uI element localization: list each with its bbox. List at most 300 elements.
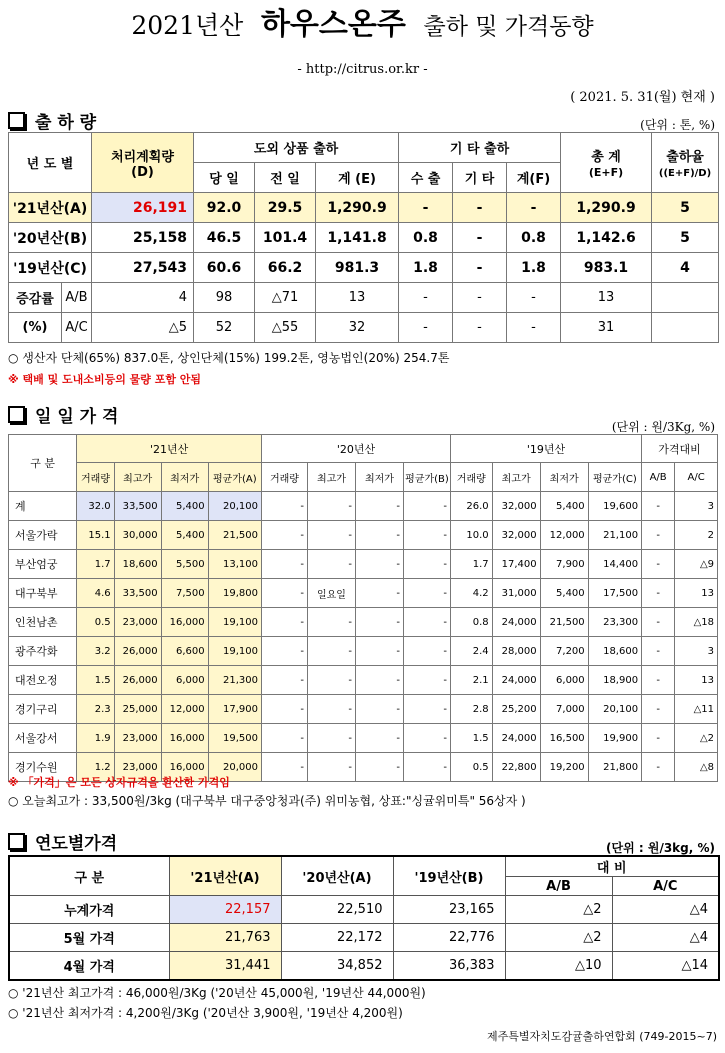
cell-y20-avg: - xyxy=(403,724,450,753)
hdr-ab: A/B xyxy=(505,877,612,896)
cell-plan: △5 xyxy=(92,313,194,343)
cell-y19-max: 32,000 xyxy=(492,521,540,550)
as-of-date: ( 2021. 5. 31(월) 현재 ) xyxy=(570,90,715,105)
cell-y20-min: - xyxy=(355,521,403,550)
row-label: '19년산(C) xyxy=(9,253,92,283)
sub-max: 최고가 xyxy=(492,463,540,492)
producer-note: ○ 생산자 단체(65%) 837.0톤, 상인단체(15%) 199.2톤, 영농법인(20%) 254.7톤 xyxy=(8,351,450,365)
cell-y21-min: 7,500 xyxy=(161,579,208,608)
section-shipment-label: 출 하 량 xyxy=(35,113,97,133)
cell-ab: △2 xyxy=(505,896,612,924)
cell-y19-max: 28,000 xyxy=(492,637,540,666)
cell-y20-min: - xyxy=(355,637,403,666)
cell-ac: △4 xyxy=(612,896,719,924)
cell-y19-avg: 20,100 xyxy=(588,695,641,724)
cell-y21-volume: 1.5 xyxy=(77,666,114,695)
cell-y21-avg: 17,900 xyxy=(208,695,261,724)
cell-etc: - xyxy=(453,193,507,223)
cell-y20-min: - xyxy=(355,724,403,753)
cell-y21-min: 6,000 xyxy=(161,666,208,695)
cell-y20-volume: - xyxy=(262,492,308,521)
cell-y20-volume: - xyxy=(262,666,308,695)
row-label: 4월 가격 xyxy=(9,952,169,981)
cell-y19-avg: 19,600 xyxy=(588,492,641,521)
cell-y21: 31,441 xyxy=(169,952,281,981)
cell-y21-avg: 21,300 xyxy=(208,666,261,695)
row-label: '20년산(B) xyxy=(9,223,92,253)
cell-prev: 29.5 xyxy=(255,193,316,223)
cell-y19-avg: 14,400 xyxy=(588,550,641,579)
cell-y20-volume: - xyxy=(262,550,308,579)
cell-y20-avg: - xyxy=(403,753,450,782)
hdr-prev: 전 일 xyxy=(255,163,316,193)
cell-y20-volume: - xyxy=(262,521,308,550)
cell-y20-avg: - xyxy=(403,637,450,666)
daily-unit: (단위 : 원/3Kg, %) xyxy=(611,420,715,434)
cell-sum-f: 1.8 xyxy=(507,253,561,283)
row-label: 누계가격 xyxy=(9,896,169,924)
cell-y21-min: 16,000 xyxy=(161,608,208,637)
cell-y21-max: 23,000 xyxy=(114,608,161,637)
max-price-note: ○ '21년산 최고가격 : 46,000원/3Kg ('20년산 45,000원, '19년산 44,000원) xyxy=(8,986,426,1000)
cell-y20-volume: - xyxy=(262,753,308,782)
cell-y19-volume: 0.8 xyxy=(450,608,492,637)
hdr-plan-label: 처리계획량 xyxy=(111,149,174,165)
table-row xyxy=(9,608,718,637)
cell-y21-avg: 19,100 xyxy=(208,608,261,637)
cell-total: 13 xyxy=(561,283,652,313)
market-name: 대구북부 xyxy=(9,579,77,608)
table-row xyxy=(9,724,718,753)
cell-y19-max: 17,400 xyxy=(492,550,540,579)
cell-y19-min: 5,400 xyxy=(540,579,588,608)
table-row xyxy=(9,952,719,981)
cell-export: - xyxy=(399,283,453,313)
hdr-rate xyxy=(652,133,719,193)
row-label: A/C xyxy=(62,313,92,343)
cell-y20-min: - xyxy=(355,695,403,724)
cell-sum-f: - xyxy=(507,283,561,313)
cell-y19-min: 16,500 xyxy=(540,724,588,753)
yearly-notes xyxy=(8,983,426,1023)
cell-y19-avg: 21,100 xyxy=(588,521,641,550)
cell-y21-volume: 32.0 xyxy=(77,492,114,521)
cell-export: 0.8 xyxy=(399,223,453,253)
cell-y19-min: 6,000 xyxy=(540,666,588,695)
cell-y21-max: 18,600 xyxy=(114,550,161,579)
cell-y20-min: - xyxy=(355,492,403,521)
hdr-gubun: 구 분 xyxy=(9,435,77,492)
cell-ac: △18 xyxy=(675,608,718,637)
cell-y21-avg: 20,000 xyxy=(208,753,261,782)
cell-ab: - xyxy=(642,608,675,637)
cell-y21-volume: 2.3 xyxy=(77,695,114,724)
hdr-y19: '19년산 xyxy=(450,435,641,463)
cell-y21-volume: 1.9 xyxy=(77,724,114,753)
cell-export: 1.8 xyxy=(399,253,453,283)
cell-y21-avg: 19,100 xyxy=(208,637,261,666)
cell-y19-min: 7,000 xyxy=(540,695,588,724)
cell-ac: △4 xyxy=(612,924,719,952)
cell-y20-max: - xyxy=(307,521,355,550)
title-subtitle: 출하 및 가격동향 xyxy=(423,14,594,40)
cell-ab: - xyxy=(642,637,675,666)
market-name: 경기수원 xyxy=(9,753,77,782)
table-row xyxy=(9,666,718,695)
cell-today: 46.5 xyxy=(194,223,255,253)
cell-y19-max: 31,000 xyxy=(492,579,540,608)
section-yearly-title xyxy=(8,829,117,854)
cell-y21-volume: 1.2 xyxy=(77,753,114,782)
cell-ac: 13 xyxy=(675,579,718,608)
cell-y21-avg: 19,800 xyxy=(208,579,261,608)
cell-y19-max: 25,200 xyxy=(492,695,540,724)
cell-y20-min: - xyxy=(355,666,403,695)
shipment-notes xyxy=(8,349,449,389)
cell-today: 98 xyxy=(194,283,255,313)
cell-y21-min: 5,400 xyxy=(161,521,208,550)
title-brand: 하우스온주 xyxy=(260,7,406,42)
hdr-total-label: 총 계 xyxy=(591,149,621,165)
cell-y19-avg: 17,500 xyxy=(588,579,641,608)
cell-y19-min: 12,000 xyxy=(540,521,588,550)
cell-y19: 36,383 xyxy=(393,952,505,981)
cell-ac: △11 xyxy=(675,695,718,724)
cell-y19-avg: 18,600 xyxy=(588,637,641,666)
cell-y20-volume: - xyxy=(262,637,308,666)
hdr-gubun: 구 분 xyxy=(9,856,169,896)
hdr-domestic: 도외 상품 출하 xyxy=(194,133,399,163)
cell-y20-min: - xyxy=(355,550,403,579)
cell-ac: △14 xyxy=(612,952,719,981)
cell-y21-volume: 15.1 xyxy=(77,521,114,550)
cell-y20-volume: - xyxy=(262,608,308,637)
cell-y20-avg: - xyxy=(403,695,450,724)
hdr-rate-sub: ((E+F)/D) xyxy=(658,167,712,179)
sub-ab: A/B xyxy=(642,463,675,492)
document-header xyxy=(0,8,725,44)
cell-y21-max: 30,000 xyxy=(114,521,161,550)
cell-y20-avg: - xyxy=(403,492,450,521)
cell-y19-max: 32,000 xyxy=(492,492,540,521)
cell-y19-min: 21,500 xyxy=(540,608,588,637)
cell-y21: 21,763 xyxy=(169,924,281,952)
table-row xyxy=(9,521,718,550)
cell-y21-min: 5,500 xyxy=(161,550,208,579)
hdr-sum-f: 계(F) xyxy=(507,163,561,193)
market-name: 경기구리 xyxy=(9,695,77,724)
hdr-compare: 가격대비 xyxy=(642,435,718,463)
hdr-other: 기 타 출하 xyxy=(399,133,561,163)
cell-y21-avg: 21,500 xyxy=(208,521,261,550)
cell-y19-volume: 4.2 xyxy=(450,579,492,608)
section-daily-label: 일 일 가 격 xyxy=(35,407,119,427)
cell-plan: 4 xyxy=(92,283,194,313)
cell-etc: - xyxy=(453,313,507,343)
sub-min: 최저가 xyxy=(540,463,588,492)
cell-y21-min: 6,600 xyxy=(161,637,208,666)
today-max-note: ○ 오늘최고가 : 33,500원/3kg (대구북부 대구중앙청과(주) 위미농협, 상표:"싱귤위미특" 56상자 ) xyxy=(8,794,526,808)
cell-y19-avg: 18,900 xyxy=(588,666,641,695)
cell-total: 983.1 xyxy=(561,253,652,283)
cell-rate: 5 xyxy=(652,193,719,223)
cell-y19-avg: 19,900 xyxy=(588,724,641,753)
cell-y20: 22,172 xyxy=(281,924,393,952)
hdr-compare: 대 비 xyxy=(505,856,719,877)
cell-sum-e: 32 xyxy=(316,313,399,343)
cell-y21-min: 12,000 xyxy=(161,695,208,724)
cell-ab: △10 xyxy=(505,952,612,981)
cell-y21-max: 23,000 xyxy=(114,753,161,782)
cell-y21-avg: 19,500 xyxy=(208,724,261,753)
cell-sum-e: 1,141.8 xyxy=(316,223,399,253)
hdr-etc: 기 타 xyxy=(453,163,507,193)
cell-ac: 2 xyxy=(675,521,718,550)
cell-ac: △8 xyxy=(675,753,718,782)
cell-today: 60.6 xyxy=(194,253,255,283)
cell-y21-volume: 1.7 xyxy=(77,550,114,579)
cell-today: 52 xyxy=(194,313,255,343)
cell-y19-volume: 1.7 xyxy=(450,550,492,579)
section-daily-title xyxy=(8,402,118,427)
cell-y19-max: 22,800 xyxy=(492,753,540,782)
cell-ac: △9 xyxy=(675,550,718,579)
footer-org: 제주특별자치도감귤출하연합회 (749-2015~7) xyxy=(486,1030,717,1043)
sub-min: 최저가 xyxy=(161,463,208,492)
cell-y19-avg: 23,300 xyxy=(588,608,641,637)
table-row xyxy=(9,492,718,521)
hdr-rate-label: 출하율 xyxy=(666,149,704,165)
cell-y21-max: 33,500 xyxy=(114,579,161,608)
cell-export: - xyxy=(399,193,453,223)
title-year: 2021년산 xyxy=(131,11,244,40)
cell-y20-avg: - xyxy=(403,550,450,579)
hdr-y20: '20년산(A) xyxy=(281,856,393,896)
cell-ab: - xyxy=(642,492,675,521)
cell-y20-max: - xyxy=(307,492,355,521)
cell-y19-min: 7,200 xyxy=(540,637,588,666)
cell-sum-f: - xyxy=(507,313,561,343)
cell-y19-min: 19,200 xyxy=(540,753,588,782)
cell-total: 1,142.6 xyxy=(561,223,652,253)
section-shipment-title xyxy=(8,108,96,133)
cell-y20-volume: - xyxy=(262,579,308,608)
price-note: ※ 「가격」은 모든 상자규격을 환산한 가격임 xyxy=(8,776,230,789)
cell-y20-max: - xyxy=(307,666,355,695)
cell-y20-avg: - xyxy=(403,579,450,608)
cell-sum-e: 13 xyxy=(316,283,399,313)
table-row xyxy=(9,283,719,313)
checkbox-square-icon xyxy=(8,112,25,129)
cell-prev: 101.4 xyxy=(255,223,316,253)
cell-ac: 3 xyxy=(675,637,718,666)
cell-y20-min: - xyxy=(355,753,403,782)
cell-rate xyxy=(652,313,719,343)
cell-ab: - xyxy=(642,753,675,782)
table-row xyxy=(9,253,719,283)
cell-plan: 27,543 xyxy=(92,253,194,283)
cell-y19: 22,776 xyxy=(393,924,505,952)
cell-y20-avg: - xyxy=(403,608,450,637)
sub-max: 최고가 xyxy=(114,463,161,492)
cell-y20-max: - xyxy=(307,724,355,753)
site-url[interactable]: - http://citrus.or.kr - xyxy=(297,62,428,77)
cell-y19-volume: 1.5 xyxy=(450,724,492,753)
cell-ab: - xyxy=(642,550,675,579)
sub-avg: 평균가(B) xyxy=(403,463,450,492)
cell-y21-max: 33,500 xyxy=(114,492,161,521)
hdr-y21: '21년산(A) xyxy=(169,856,281,896)
cell-y20-avg: - xyxy=(403,666,450,695)
cell-sum-f: 0.8 xyxy=(507,223,561,253)
cell-prev: 66.2 xyxy=(255,253,316,283)
cell-y21-volume: 3.2 xyxy=(77,637,114,666)
cell-y19: 23,165 xyxy=(393,896,505,924)
yearly-unit: (단위 : 원/3kg, %) xyxy=(606,841,715,855)
cell-y20-min: - xyxy=(355,579,403,608)
shipment-table xyxy=(8,132,719,343)
cell-y19-volume: 26.0 xyxy=(450,492,492,521)
hdr-total xyxy=(561,133,652,193)
cell-ab: △2 xyxy=(505,924,612,952)
cell-y21-avg: 13,100 xyxy=(208,550,261,579)
table-row xyxy=(9,313,719,343)
cell-y19-min: 5,400 xyxy=(540,492,588,521)
cell-y19-volume: 10.0 xyxy=(450,521,492,550)
change-label-unit: (%) xyxy=(9,313,62,343)
table-row xyxy=(9,223,719,253)
hdr-plan-sub: (D) xyxy=(131,164,154,180)
cell-ab: - xyxy=(642,521,675,550)
table-row xyxy=(9,550,718,579)
market-name: 서울가락 xyxy=(9,521,77,550)
hdr-y20: '20년산 xyxy=(262,435,451,463)
cell-y20-max: - xyxy=(307,695,355,724)
cell-y20-max: - xyxy=(307,608,355,637)
cell-y20-volume: - xyxy=(262,724,308,753)
cell-y21-max: 26,000 xyxy=(114,666,161,695)
cell-total: 31 xyxy=(561,313,652,343)
row-label: A/B xyxy=(62,283,92,313)
market-name: 광주각화 xyxy=(9,637,77,666)
cell-etc: - xyxy=(453,283,507,313)
cell-y20-max: 일요일 xyxy=(307,579,355,608)
cell-y20-min: - xyxy=(355,608,403,637)
document-title xyxy=(0,8,725,44)
cell-sum-f: - xyxy=(507,193,561,223)
yearly-price-table xyxy=(8,855,720,981)
hdr-export: 수 출 xyxy=(399,163,453,193)
cell-y19-max: 24,000 xyxy=(492,724,540,753)
cell-y19-avg: 21,800 xyxy=(588,753,641,782)
cell-y20-max: - xyxy=(307,753,355,782)
cell-y21-avg: 20,100 xyxy=(208,492,261,521)
cell-plan: 25,158 xyxy=(92,223,194,253)
market-name: 서울강서 xyxy=(9,724,77,753)
cell-y21-volume: 0.5 xyxy=(77,608,114,637)
table-row xyxy=(9,193,719,223)
checkbox-square-icon xyxy=(8,833,25,850)
section-yearly-label: 연도별가격 xyxy=(35,834,118,854)
cell-ab: - xyxy=(642,724,675,753)
cell-y21: 22,157 xyxy=(169,896,281,924)
table-row xyxy=(9,637,718,666)
cell-y20: 34,852 xyxy=(281,952,393,981)
cell-y19-volume: 2.8 xyxy=(450,695,492,724)
cell-rate: 5 xyxy=(652,223,719,253)
cell-y21-max: 23,000 xyxy=(114,724,161,753)
cell-y21-min: 16,000 xyxy=(161,724,208,753)
change-label: 증감률 xyxy=(9,283,62,313)
cell-prev: △71 xyxy=(255,283,316,313)
cell-y19-max: 24,000 xyxy=(492,608,540,637)
cell-plan: 26,191 xyxy=(92,193,194,223)
cell-ac: △2 xyxy=(675,724,718,753)
cell-y19-max: 24,000 xyxy=(492,666,540,695)
table-row xyxy=(9,579,718,608)
cell-ab: - xyxy=(642,579,675,608)
sub-volume: 거래량 xyxy=(262,463,308,492)
min-price-note: ○ '21년산 최저가격 : 4,200원/3Kg ('20년산 3,900원, '19년산 4,200원) xyxy=(8,1006,403,1020)
cell-y21-min: 5,400 xyxy=(161,492,208,521)
daily-notes xyxy=(8,774,526,810)
market-name: 부산엄궁 xyxy=(9,550,77,579)
cell-y20-avg: - xyxy=(403,521,450,550)
cell-y19-min: 7,900 xyxy=(540,550,588,579)
market-name: 인천남촌 xyxy=(9,608,77,637)
sub-volume: 거래량 xyxy=(450,463,492,492)
market-name: 대전오정 xyxy=(9,666,77,695)
sub-min: 최저가 xyxy=(355,463,403,492)
cell-y20: 22,510 xyxy=(281,896,393,924)
hdr-today: 당 일 xyxy=(194,163,255,193)
cell-total: 1,290.9 xyxy=(561,193,652,223)
cell-y20-volume: - xyxy=(262,695,308,724)
cell-y21-max: 25,000 xyxy=(114,695,161,724)
cell-ac: 13 xyxy=(675,666,718,695)
checkbox-square-icon xyxy=(8,406,25,423)
cell-y21-volume: 4.6 xyxy=(77,579,114,608)
cell-today: 92.0 xyxy=(194,193,255,223)
cell-ab: - xyxy=(642,695,675,724)
sub-volume: 거래량 xyxy=(77,463,114,492)
cell-rate xyxy=(652,283,719,313)
sub-avg: 평균가(C) xyxy=(588,463,641,492)
cell-export: - xyxy=(399,313,453,343)
hdr-sum-e: 계 (E) xyxy=(316,163,399,193)
hdr-y19: '19년산(B) xyxy=(393,856,505,896)
sub-max: 최고가 xyxy=(307,463,355,492)
cell-y20-max: - xyxy=(307,637,355,666)
hdr-total-sub: (E+F) xyxy=(588,165,624,179)
hdr-plan xyxy=(92,133,194,193)
cell-y19-volume: 2.1 xyxy=(450,666,492,695)
cell-y19-volume: 2.4 xyxy=(450,637,492,666)
cell-y21-min: 16,000 xyxy=(161,753,208,782)
row-label: '21년산(A) xyxy=(9,193,92,223)
market-name: 계 xyxy=(9,492,77,521)
cell-y20-max: - xyxy=(307,550,355,579)
row-label: 5월 가격 xyxy=(9,924,169,952)
cell-sum-e: 1,290.9 xyxy=(316,193,399,223)
cell-ab: - xyxy=(642,666,675,695)
daily-price-table xyxy=(8,434,718,782)
delivery-note: ※ 택배 및 도내소비등의 물량 포함 안됨 xyxy=(8,373,202,386)
cell-ac: 3 xyxy=(675,492,718,521)
cell-prev: △55 xyxy=(255,313,316,343)
cell-y19-volume: 0.5 xyxy=(450,753,492,782)
sub-ac: A/C xyxy=(675,463,718,492)
